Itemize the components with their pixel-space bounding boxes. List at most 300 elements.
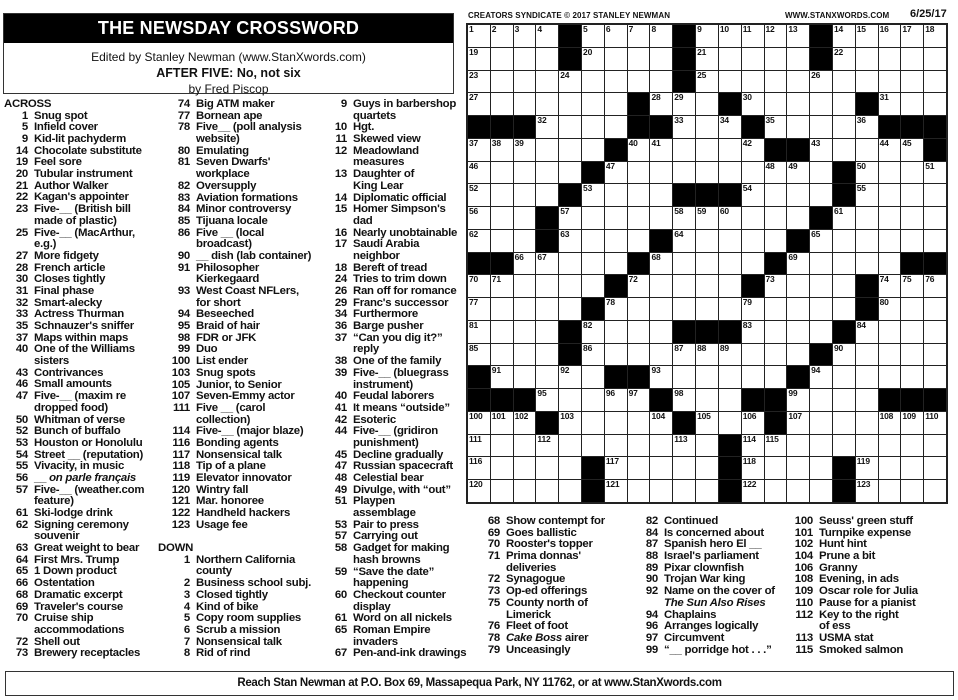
grid-cell <box>856 25 878 47</box>
down-clue <box>158 555 330 578</box>
grid-cell <box>879 93 901 115</box>
down-clue <box>325 567 467 590</box>
clue-number: 35 <box>15 320 28 333</box>
grid-cell <box>650 253 672 275</box>
clue-number: 47 <box>15 390 28 403</box>
black-square <box>765 389 787 411</box>
clue-number: 113 <box>795 631 813 644</box>
grid-cell <box>719 207 741 229</box>
cell-number: 30 <box>742 92 752 103</box>
clue-text: Israel's parliament <box>664 550 759 563</box>
editor-credit: Edited by Stanley Newman (www.StanXwords.com) <box>91 50 366 64</box>
clue-text: Trojan War king <box>664 573 746 586</box>
clue-text: Great weight to bear <box>34 542 140 555</box>
down-clue <box>158 625 330 637</box>
grid-cell <box>582 116 604 138</box>
cell-number: 107 <box>788 410 802 421</box>
puzzle-date: 6/25/17 <box>910 8 947 20</box>
grid-cell <box>696 71 718 93</box>
clue-number: 72 <box>487 573 500 586</box>
grid-cell <box>787 93 809 115</box>
cell-number: 55 <box>856 183 866 194</box>
grid-cell <box>787 162 809 184</box>
clue-text: Contrivances <box>34 366 104 379</box>
grid-cell <box>856 253 878 275</box>
grid-cell <box>787 184 809 206</box>
grid-cell <box>833 207 855 229</box>
clue-text-italic: The Sun Also Rises <box>664 596 766 609</box>
black-square <box>628 366 650 388</box>
cell-number: 11 <box>742 24 752 34</box>
grid-cell <box>468 139 490 161</box>
black-square <box>491 389 513 411</box>
down-clue <box>325 204 467 227</box>
clue-number: 72 <box>15 635 28 648</box>
grid-cell <box>742 71 764 93</box>
clue-text: List ender <box>196 355 248 368</box>
black-square <box>582 162 604 184</box>
grid-cell <box>628 230 650 252</box>
down-clue <box>325 134 467 146</box>
clue-text: “Can you dig it?” reply <box>353 331 443 356</box>
clue-number: 87 <box>645 538 658 551</box>
grid-cell <box>833 389 855 411</box>
cell-number: 99 <box>788 388 798 399</box>
grid-cell <box>491 207 513 229</box>
clue-number: 25 <box>15 226 28 239</box>
grid-cell <box>605 298 627 320</box>
clue-text: USMA stat <box>819 631 874 644</box>
across-clue <box>158 520 330 532</box>
clue-number: 73 <box>487 585 500 598</box>
black-square <box>536 412 558 434</box>
clue-number: 101 <box>794 526 813 539</box>
grid-cell <box>536 389 558 411</box>
grid-cell <box>628 298 650 320</box>
cell-number: 49 <box>788 160 798 171</box>
grid-cell <box>742 207 764 229</box>
grid-cell <box>856 344 878 366</box>
grid-cell <box>559 230 581 252</box>
grid-cell <box>901 207 923 229</box>
down-clue <box>626 586 796 609</box>
grid-cell <box>833 412 855 434</box>
grid-cell <box>879 298 901 320</box>
cell-number: 5 <box>583 24 588 34</box>
cell-number: 89 <box>719 342 729 353</box>
grid-cell <box>628 275 650 297</box>
grid-cell <box>605 48 627 70</box>
grid-cell <box>536 162 558 184</box>
black-square <box>673 25 695 47</box>
clue-text: Copy room supplies <box>196 612 301 625</box>
cell-number: 35 <box>765 115 775 126</box>
clue-number: 50 <box>15 413 28 426</box>
clue-text: Homer Simpson's dad <box>353 203 446 227</box>
clue-text: Is concerned about <box>664 526 764 539</box>
grid-cell <box>673 230 695 252</box>
grid-cell <box>787 480 809 502</box>
grid-cell <box>536 253 558 275</box>
grid-cell <box>742 48 764 70</box>
grid-cell <box>628 435 650 457</box>
grid-cell <box>810 93 832 115</box>
grid-cell <box>719 412 741 434</box>
black-square <box>833 184 855 206</box>
grid-cell <box>514 184 536 206</box>
grid-cell <box>787 116 809 138</box>
grid-cell <box>856 366 878 388</box>
grid-cell <box>879 25 901 47</box>
cell-number: 23 <box>469 69 479 80</box>
grid-cell <box>696 230 718 252</box>
grid-cell <box>901 184 923 206</box>
clue-text: FDR or JFK <box>196 331 257 344</box>
clue-number: 80 <box>177 144 190 157</box>
clue-section-heading: DOWN <box>158 542 194 555</box>
grid-cell <box>536 435 558 457</box>
cell-number: 9 <box>697 24 702 34</box>
grid-cell <box>673 480 695 502</box>
clue-number: 57 <box>15 483 28 496</box>
clue-text-italic: Cake Boss <box>506 631 562 644</box>
grid-cell <box>856 230 878 252</box>
grid-cell <box>582 366 604 388</box>
black-square <box>468 366 490 388</box>
cell-number: 64 <box>674 228 684 239</box>
down-clue <box>626 551 796 563</box>
grid-cell <box>719 253 741 275</box>
grid-cell <box>924 366 946 388</box>
clue-number: 30 <box>15 273 28 286</box>
grid-cell <box>491 412 513 434</box>
cell-number: 118 <box>742 456 756 467</box>
clue-text: Bunch of buffalo <box>34 425 121 438</box>
clue-number: 17 <box>334 238 347 251</box>
cell-number: 77 <box>469 297 479 308</box>
grid-cell <box>491 48 513 70</box>
grid-cell <box>559 275 581 297</box>
cell-number: 17 <box>902 24 912 34</box>
clue-text: Whitman of verse <box>34 413 125 426</box>
black-square <box>582 457 604 479</box>
cell-number: 73 <box>765 274 775 285</box>
grid-cell <box>605 435 627 457</box>
grid-cell <box>582 344 604 366</box>
grid-cell <box>856 435 878 457</box>
clue-text: Five __ (carol collection) <box>196 401 266 426</box>
cell-number: 106 <box>742 410 757 421</box>
grid-cell <box>468 344 490 366</box>
black-square <box>742 389 764 411</box>
grid-cell <box>605 116 627 138</box>
clue-text: Fleet of foot <box>506 620 568 633</box>
cell-number: 96 <box>605 388 615 399</box>
clue-number: 116 <box>172 436 190 449</box>
grid-cell <box>696 344 718 366</box>
grid-cell <box>901 412 923 434</box>
grid-cell <box>514 71 536 93</box>
cell-number: 95 <box>537 388 547 399</box>
clue-number: 70 <box>15 612 28 625</box>
grid-cell <box>719 71 741 93</box>
newspaper-title: THE NEWSDAY CROSSWORD <box>4 14 453 43</box>
clue-text: “Save the date” happening <box>353 565 435 590</box>
cell-number: 84 <box>856 319 866 330</box>
clue-number: 106 <box>794 561 813 574</box>
black-square <box>901 116 923 138</box>
down-clue <box>468 598 648 621</box>
grid-cell <box>879 275 901 297</box>
clue-text: Feudal laborers <box>353 390 435 403</box>
down-clues-column-3 <box>325 99 467 660</box>
grid-cell <box>924 71 946 93</box>
clue-text: Tubular instrument <box>34 168 133 181</box>
puzzle-header <box>3 13 454 94</box>
cell-number: 10 <box>719 24 729 34</box>
black-square <box>742 116 764 138</box>
grid-cell <box>719 116 741 138</box>
cell-number: 38 <box>491 137 501 148</box>
grid-cell <box>605 93 627 115</box>
grid-cell <box>491 480 513 502</box>
grid-cell <box>605 480 627 502</box>
clue-number: 13 <box>334 168 347 181</box>
grid-cell <box>605 412 627 434</box>
grid-cell <box>924 275 946 297</box>
black-square <box>901 253 923 275</box>
cell-number: 83 <box>742 319 752 330</box>
grid-cell <box>582 412 604 434</box>
clue-text: Vivacity, in music <box>34 460 125 473</box>
down-clue <box>783 551 958 563</box>
clue-number: 109 <box>794 585 813 598</box>
cell-number: 29 <box>674 92 684 103</box>
grid-cell <box>673 207 695 229</box>
grid-cell <box>536 457 558 479</box>
down-clue <box>325 648 467 660</box>
cell-number: 119 <box>856 456 870 467</box>
grid-cell <box>924 93 946 115</box>
grid-cell <box>696 366 718 388</box>
clue-text: Nearly unobtainable <box>353 226 458 239</box>
grid-cell <box>536 480 558 502</box>
clue-text: Pair to press <box>353 518 419 531</box>
across-clues-column-1 <box>4 99 162 660</box>
grid-cell <box>810 321 832 343</box>
clue-number: 39 <box>334 366 347 379</box>
clue-number: 49 <box>334 483 347 496</box>
black-square <box>650 389 672 411</box>
black-square <box>628 253 650 275</box>
clue-text: Five__ (poll analysis website) <box>196 121 302 146</box>
down-clue <box>325 169 467 192</box>
clue-text: French article <box>34 261 106 274</box>
grid-cell <box>673 457 695 479</box>
grid-cell <box>924 230 946 252</box>
grid-cell <box>901 321 923 343</box>
grid-cell <box>742 162 764 184</box>
grid-cell <box>514 253 536 275</box>
grid-cell <box>742 344 764 366</box>
grid-cell <box>605 184 627 206</box>
grid-cell <box>787 71 809 93</box>
cell-number: 105 <box>697 410 711 421</box>
clue-number: 90 <box>645 573 658 586</box>
grid-cell <box>673 435 695 457</box>
grid-cell <box>833 48 855 70</box>
cell-number: 103 <box>560 410 574 421</box>
grid-cell <box>879 71 901 93</box>
grid-cell <box>856 412 878 434</box>
black-square <box>924 253 946 275</box>
grid-cell <box>514 207 536 229</box>
clue-text: Ostentation <box>34 577 95 590</box>
clue-text: Arranges logically <box>664 620 759 633</box>
grid-cell <box>696 253 718 275</box>
clue-number: 55 <box>15 460 28 473</box>
grid-cell <box>810 116 832 138</box>
clue-text: Five-__ (bluegrass instrument) <box>353 366 449 391</box>
clue-text: Celestial bear <box>353 472 424 484</box>
clue-number: 96 <box>645 620 658 633</box>
across-clue <box>158 368 330 380</box>
clue-text: 1 Down product <box>34 565 117 578</box>
black-square <box>879 116 901 138</box>
down-clue <box>783 516 958 528</box>
cell-number: 85 <box>469 342 479 353</box>
clue-text: Ski-lodge drink <box>34 507 113 520</box>
clue-text: Pen-and-ink drawings <box>353 647 467 660</box>
cell-number: 13 <box>788 24 798 34</box>
black-square <box>559 25 581 47</box>
clue-number: 121 <box>171 495 190 508</box>
grid-cell <box>650 480 672 502</box>
grid-cell <box>879 435 901 457</box>
black-square <box>719 93 741 115</box>
clue-number: 78 <box>177 121 190 134</box>
grid-cell <box>833 435 855 457</box>
grid-cell <box>810 230 832 252</box>
black-square <box>787 366 809 388</box>
grid-cell <box>719 139 741 161</box>
clue-number: 34 <box>334 308 347 321</box>
clue-number: 40 <box>15 343 28 356</box>
grid-cell <box>765 230 787 252</box>
grid-cell <box>514 480 536 502</box>
clue-text: Ran off for romance <box>353 285 457 297</box>
grid-cell <box>673 139 695 161</box>
grid-cell <box>765 71 787 93</box>
clue-text: Five-__ (maxim re dropped food) <box>34 390 126 414</box>
clue-section-heading: ACROSS <box>4 98 52 110</box>
cell-number: 53 <box>583 183 593 194</box>
down-clue <box>468 645 648 657</box>
grid-cell <box>901 93 923 115</box>
grid-cell <box>879 162 901 184</box>
clue-number: 76 <box>487 620 500 633</box>
cell-number: 110 <box>925 410 939 421</box>
clue-text: Oversupply <box>196 179 257 192</box>
website: WWW.STANXWORDS.COM <box>785 11 890 20</box>
grid-cell <box>559 298 581 320</box>
grid-cell <box>582 275 604 297</box>
clue-text: Minor controversy <box>196 203 292 216</box>
clue-number: 10 <box>334 121 347 134</box>
grid-cell <box>650 298 672 320</box>
clue-text: Carrying out <box>353 530 418 543</box>
grid-cell <box>514 275 536 297</box>
clue-text: West Coast NFLers, for short <box>196 285 299 309</box>
clue-text: County north of Limerick <box>506 596 588 621</box>
grid-cell <box>650 366 672 388</box>
grid-cell <box>901 366 923 388</box>
cell-number: 37 <box>469 137 479 148</box>
black-square <box>468 389 490 411</box>
cell-number: 54 <box>742 183 752 194</box>
black-square <box>559 321 581 343</box>
grid-cell <box>787 389 809 411</box>
grid-cell <box>810 457 832 479</box>
cell-number: 18 <box>925 24 935 34</box>
clue-number: 5 <box>183 612 190 625</box>
clue-text: Guys in barbershop quartets <box>353 98 457 122</box>
grid-cell <box>650 25 672 47</box>
black-square <box>765 412 787 434</box>
grid-cell <box>742 139 764 161</box>
clue-text: Five-__ (British bill made of plastic) <box>34 203 131 227</box>
across-clue <box>4 438 162 450</box>
clue-number: 8 <box>183 647 190 660</box>
grid-cell <box>536 344 558 366</box>
grid-cell <box>536 93 558 115</box>
grid-cell <box>765 457 787 479</box>
down-clue <box>468 551 648 574</box>
grid-cell <box>696 457 718 479</box>
clue-text: Shell out <box>34 635 80 648</box>
grid-cell <box>787 435 809 457</box>
grid-cell <box>582 48 604 70</box>
grid-cell <box>559 139 581 161</box>
grid-cell <box>536 139 558 161</box>
clue-text: Aviation formations <box>196 191 298 204</box>
grid-cell <box>810 435 832 457</box>
across-clue <box>4 251 162 263</box>
clue-text: Divulge, with “out” <box>353 483 451 496</box>
clue-text: Big ATM maker <box>196 98 275 110</box>
black-square <box>673 412 695 434</box>
cell-number: 120 <box>469 479 483 490</box>
grid-cell <box>536 321 558 343</box>
grid-cell <box>536 366 558 388</box>
black-square <box>605 139 627 161</box>
black-square <box>856 275 878 297</box>
across-clue <box>158 438 330 450</box>
cell-number: 27 <box>469 92 479 103</box>
clue-number: 38 <box>334 355 347 368</box>
grid-cell <box>514 298 536 320</box>
grid-cell <box>856 321 878 343</box>
clue-number: 51 <box>334 495 347 508</box>
clue-number: 86 <box>177 226 190 239</box>
clue-number: 36 <box>334 320 347 333</box>
clue-number: 84 <box>177 203 190 216</box>
clue-text: Diplomatic official <box>353 191 447 204</box>
black-square <box>719 184 741 206</box>
clue-text: Small amounts <box>34 378 112 391</box>
grid-cell <box>491 230 513 252</box>
clue-text: Daughter of King Lear <box>353 168 415 192</box>
